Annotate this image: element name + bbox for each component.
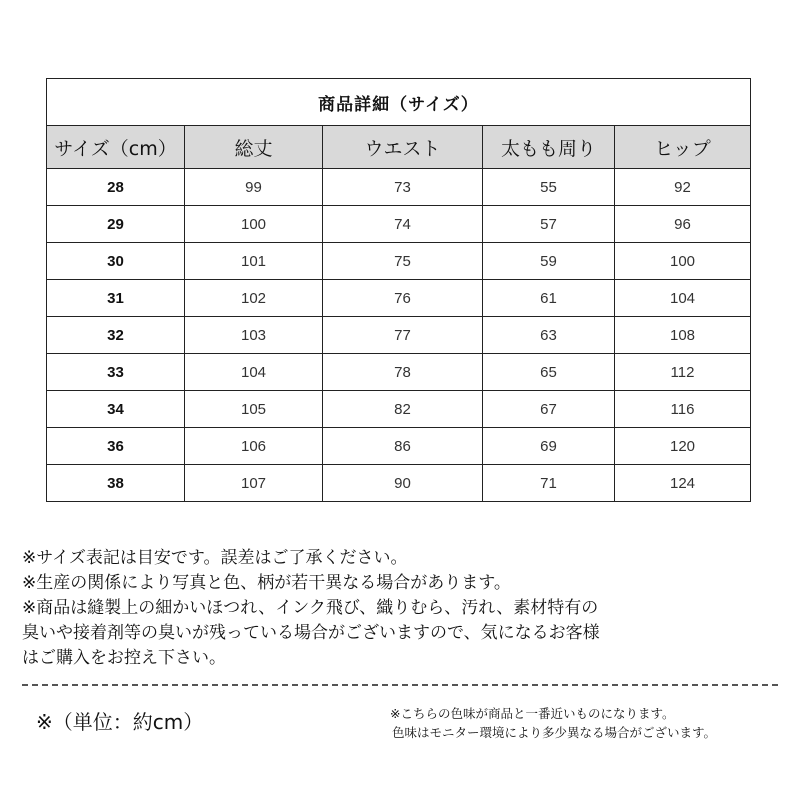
thigh-cell: 69 — [483, 428, 615, 465]
table-row — [47, 317, 751, 354]
thigh-cell: 65 — [483, 354, 615, 391]
thigh-cell: 63 — [483, 317, 615, 354]
total-length-cell: 104 — [185, 354, 323, 391]
size-cell: 34 — [47, 391, 185, 428]
hip-cell: 120 — [615, 428, 751, 465]
color-note-line: 色味はモニター環境により多少異なる場合がございます。 — [392, 725, 717, 740]
size-cell: 31 — [47, 280, 185, 317]
size-cell: 32 — [47, 317, 185, 354]
size-cell: 33 — [47, 354, 185, 391]
table-row — [47, 465, 751, 502]
thigh-cell: 59 — [483, 243, 615, 280]
table-title: 商品詳細（サイズ） — [47, 79, 751, 126]
size-cell: 28 — [47, 169, 185, 206]
header-size: サイズ（cm） — [47, 126, 185, 169]
notes-block — [22, 546, 792, 671]
hip-cell: 100 — [615, 243, 751, 280]
hip-cell: 104 — [615, 280, 751, 317]
table-row — [47, 206, 751, 243]
size-cell: 36 — [47, 428, 185, 465]
table-row — [47, 354, 751, 391]
color-note — [390, 704, 716, 742]
hip-cell: 124 — [615, 465, 751, 502]
thigh-cell: 61 — [483, 280, 615, 317]
table-header-row — [47, 126, 751, 169]
size-cell: 30 — [47, 243, 185, 280]
note-line: ※サイズ表記は目安です。誤差はご了承ください。 — [22, 548, 408, 568]
table-row — [47, 243, 751, 280]
table-row — [47, 169, 751, 206]
thigh-cell: 71 — [483, 465, 615, 502]
thigh-cell: 57 — [483, 206, 615, 243]
table-row — [47, 428, 751, 465]
note-line: ※商品は縫製上の細かいほつれ、インク飛び、織りむら、汚れ、素材特有の — [22, 598, 599, 618]
total-length-cell: 99 — [185, 169, 323, 206]
waist-cell: 90 — [323, 465, 483, 502]
hip-cell: 116 — [615, 391, 751, 428]
total-length-cell: 100 — [185, 206, 323, 243]
unit-label: ※（単位：約cm） — [36, 710, 204, 734]
hip-cell: 92 — [615, 169, 751, 206]
total-length-cell: 103 — [185, 317, 323, 354]
header-thigh: 太もも周り — [483, 126, 615, 169]
header-hip: ヒップ — [615, 126, 751, 169]
hip-cell: 96 — [615, 206, 751, 243]
waist-cell: 78 — [323, 354, 483, 391]
note-line: 臭いや接着剤等の臭いが残っている場合がございますので、気になるお客様 — [22, 623, 600, 643]
table-row — [47, 391, 751, 428]
hip-cell: 112 — [615, 354, 751, 391]
total-length-cell: 102 — [185, 280, 323, 317]
note-line: はご購入をお控え下さい。 — [22, 648, 226, 668]
total-length-cell: 105 — [185, 391, 323, 428]
total-length-cell: 107 — [185, 465, 323, 502]
thigh-cell: 67 — [483, 391, 615, 428]
header-total-length: 総丈 — [185, 126, 323, 169]
note-line: ※生産の関係により写真と色、柄が若干異なる場合があります。 — [22, 573, 511, 593]
table-title-row — [47, 79, 751, 126]
waist-cell: 77 — [323, 317, 483, 354]
color-note-line: ※こちらの色味が商品と一番近いものになります。 — [390, 706, 675, 721]
size-cell: 38 — [47, 465, 185, 502]
waist-cell: 76 — [323, 280, 483, 317]
dashed-divider — [22, 684, 778, 686]
hip-cell: 108 — [615, 317, 751, 354]
thigh-cell: 55 — [483, 169, 615, 206]
size-cell: 29 — [47, 206, 185, 243]
total-length-cell: 106 — [185, 428, 323, 465]
total-length-cell: 101 — [185, 243, 323, 280]
waist-cell: 86 — [323, 428, 483, 465]
table-row — [47, 280, 751, 317]
size-table — [46, 78, 751, 502]
header-waist: ウエスト — [323, 126, 483, 169]
waist-cell: 73 — [323, 169, 483, 206]
waist-cell: 74 — [323, 206, 483, 243]
waist-cell: 82 — [323, 391, 483, 428]
waist-cell: 75 — [323, 243, 483, 280]
